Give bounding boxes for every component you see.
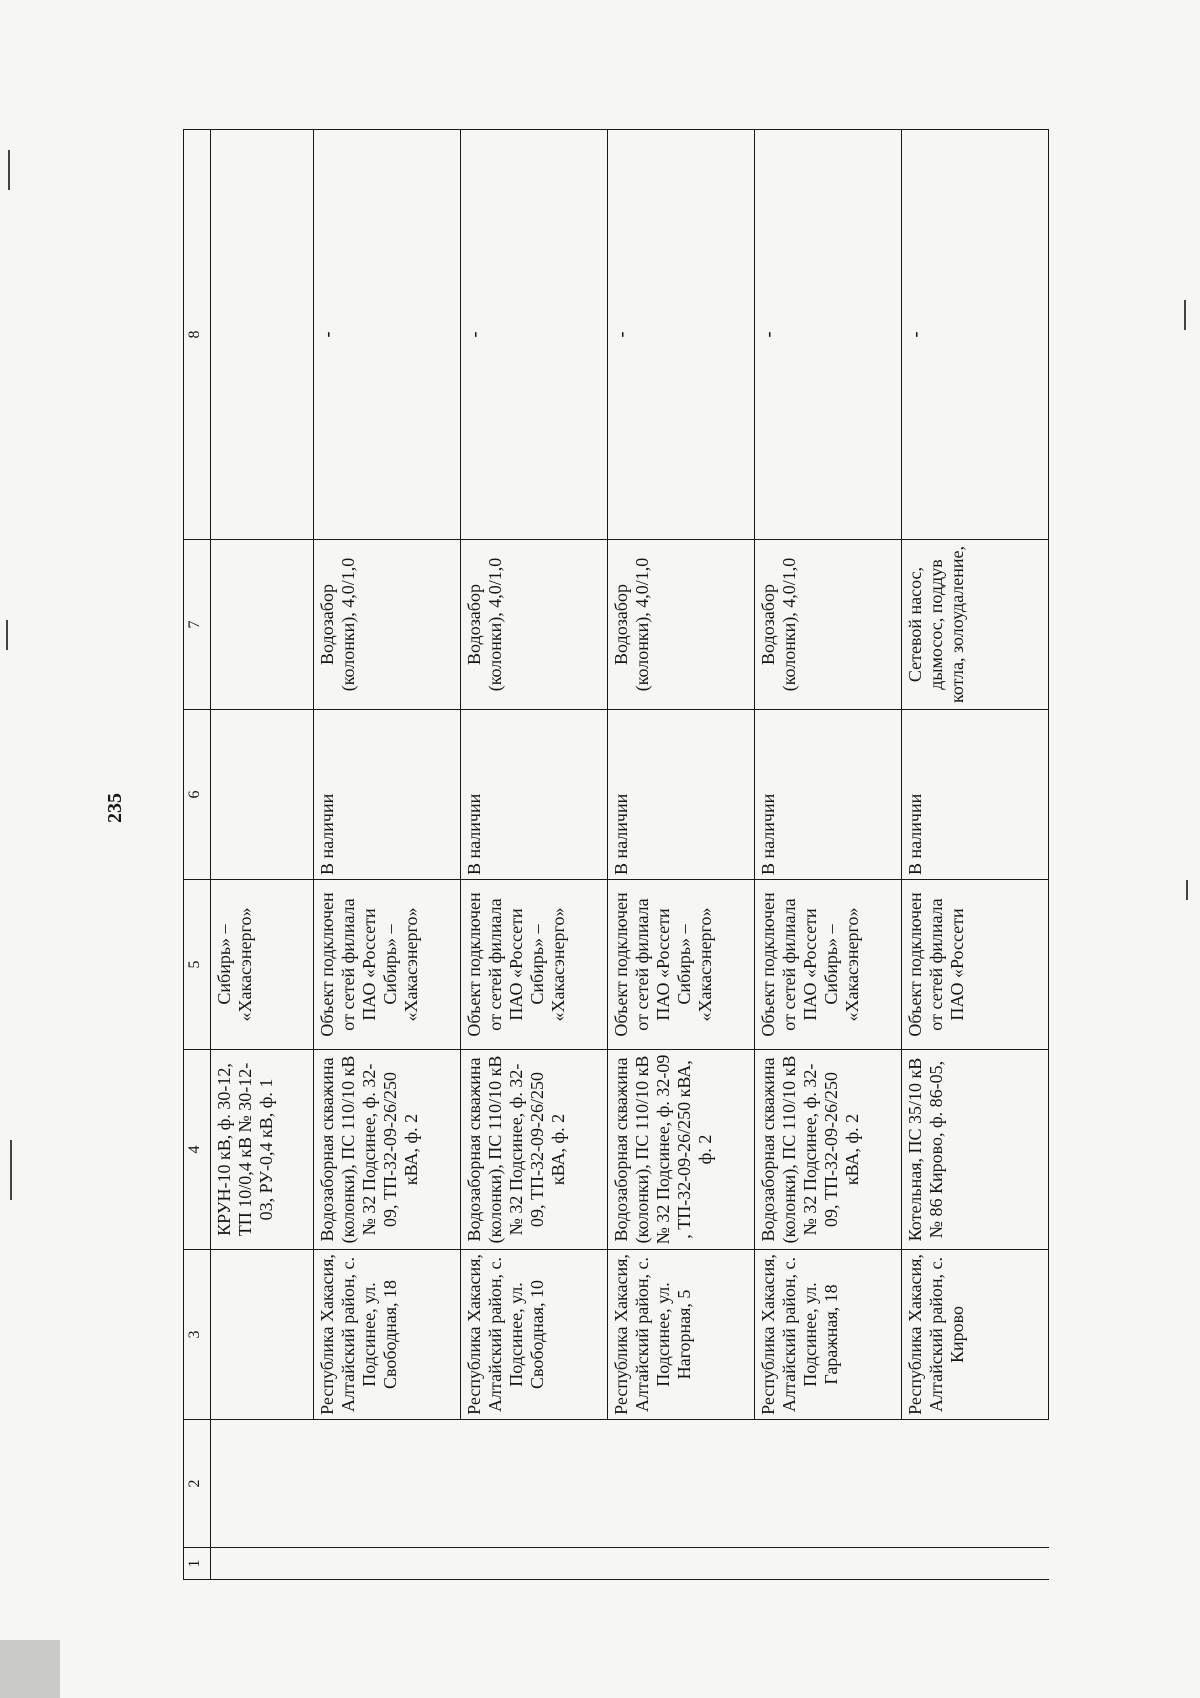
cell-object: Водозаборная скважина (колонки), ПС 110/10 кВ № 32 Подсинее, ф. 32-09, ТП-32-09-26/250 кВА, ф. 2 [314,1050,461,1250]
cell-note: - [608,130,755,540]
col-header-5: 5 [184,880,211,1050]
cell-note: - [461,130,608,540]
cell-col1 [461,1548,608,1580]
cell-connection: Объект подключен от сетей филиала ПАО «Россети Сибирь» – «Хакасэнерго» [314,880,461,1050]
cell-col1 [902,1548,1049,1580]
cell-object: Водозаборная скважина (колонки), ПС 110/10 кВ № 32 Подсинее, ф. 32-09, ТП-32-09-26/250 кВА, ф. 2 [461,1050,608,1250]
cell-address: Республика Хакасия, Алтайский район, с. Подсинее, ул. Гаражная, 18 [755,1250,902,1420]
table-row [211,130,314,1580]
cell-availability: В наличии [902,710,1049,880]
col-header-8: 8 [184,130,211,540]
cell-address: Республика Хакасия, Алтайский район, с. Подсинее, ул. Свободная, 18 [314,1250,461,1420]
cell-col1 [211,1548,314,1580]
cell-load [211,540,314,710]
scan-mark [6,620,8,650]
cell-connection: Сибирь» – «Хакасэнерго» [211,880,314,1050]
scan-mark [1186,880,1188,900]
cell-note: - [902,130,1049,540]
page-number: 235 [104,793,126,823]
scan-mark [10,1140,12,1200]
cell-col2 [608,1420,755,1548]
cell-object: Водозаборная скважина (колонки), ПС 110/10 кВ № 32 Подсинее, ф. 32-09 , ТП-32-09-26/250 кВА, ф. 2 [608,1050,755,1250]
table-row [314,130,461,1580]
col-header-1: 1 [184,1548,211,1580]
rotated-table-container [183,130,1083,1580]
cell-load: Водозабор (колонки), 4,0/1,0 [461,540,608,710]
cell-col1 [314,1548,461,1580]
cell-note: - [314,130,461,540]
cell-availability [211,710,314,880]
col-header-3: 3 [184,1250,211,1420]
cell-object: КРУН-10 кВ, ф. 30-12, ТП 10/0,4 кВ № 30-12-03, РУ-0,4 кВ, ф. 1 [211,1050,314,1250]
cell-load: Сетевой насос, дымосос, поддув котла, золоудаление, [902,540,1049,710]
cell-col2 [902,1420,1049,1548]
cell-object: Водозаборная скважина (колонки), ПС 110/10 кВ № 32 Подсинее, ф. 32-09, ТП-32-09-26/250 кВА, ф. 2 [755,1050,902,1250]
cell-object: Котельная, ПС 35/10 кВ № 86 Кирово, ф. 86-05, [902,1050,1049,1250]
scan-mark [1184,300,1186,330]
table-row [755,130,902,1580]
col-header-7: 7 [184,540,211,710]
col-header-2: 2 [184,1420,211,1548]
cell-load: Водозабор (колонки), 4,0/1,0 [608,540,755,710]
cell-address [211,1250,314,1420]
cell-note [211,130,314,540]
col-header-6: 6 [184,710,211,880]
cell-availability: В наличии [608,710,755,880]
cell-load: Водозабор (колонки), 4,0/1,0 [314,540,461,710]
cell-availability: В наличии [461,710,608,880]
cell-connection: Объект подключен от сетей филиала ПАО «Россети Сибирь» – «Хакасэнерго» [755,880,902,1050]
table-row [608,130,755,1580]
scan-mark [8,150,10,190]
cell-col1 [608,1548,755,1580]
data-table [183,129,1049,1580]
scan-mark [0,1640,60,1698]
cell-address: Республика Хакасия, Алтайский район, с. Подсинее, ул. Нагорная, 5 [608,1250,755,1420]
cell-col2 [461,1420,608,1548]
table-row [461,130,608,1580]
cell-note: - [755,130,902,540]
col-header-4: 4 [184,1050,211,1250]
cell-col2 [755,1420,902,1548]
cell-availability: В наличии [755,710,902,880]
cell-col2 [211,1420,314,1548]
cell-load: Водозабор (колонки), 4,0/1,0 [755,540,902,710]
cell-connection: Объект подключен от сетей филиала ПАО «Россети Сибирь» – «Хакасэнерго» [461,880,608,1050]
cell-connection: Объект подключен от сетей филиала ПАО «Россети Сибирь» – «Хакасэнерго» [608,880,755,1050]
cell-col2 [314,1420,461,1548]
header-row [184,130,211,1580]
cell-connection: Объект подключен от сетей филиала ПАО «Россети [902,880,1049,1050]
table-row [902,130,1049,1580]
cell-address: Республика Хакасия, Алтайский район, с. Кирово [902,1250,1049,1420]
cell-col1 [755,1548,902,1580]
cell-availability: В наличии [314,710,461,880]
cell-address: Республика Хакасия, Алтайский район, с. Подсинее, ул. Свободная, 10 [461,1250,608,1420]
